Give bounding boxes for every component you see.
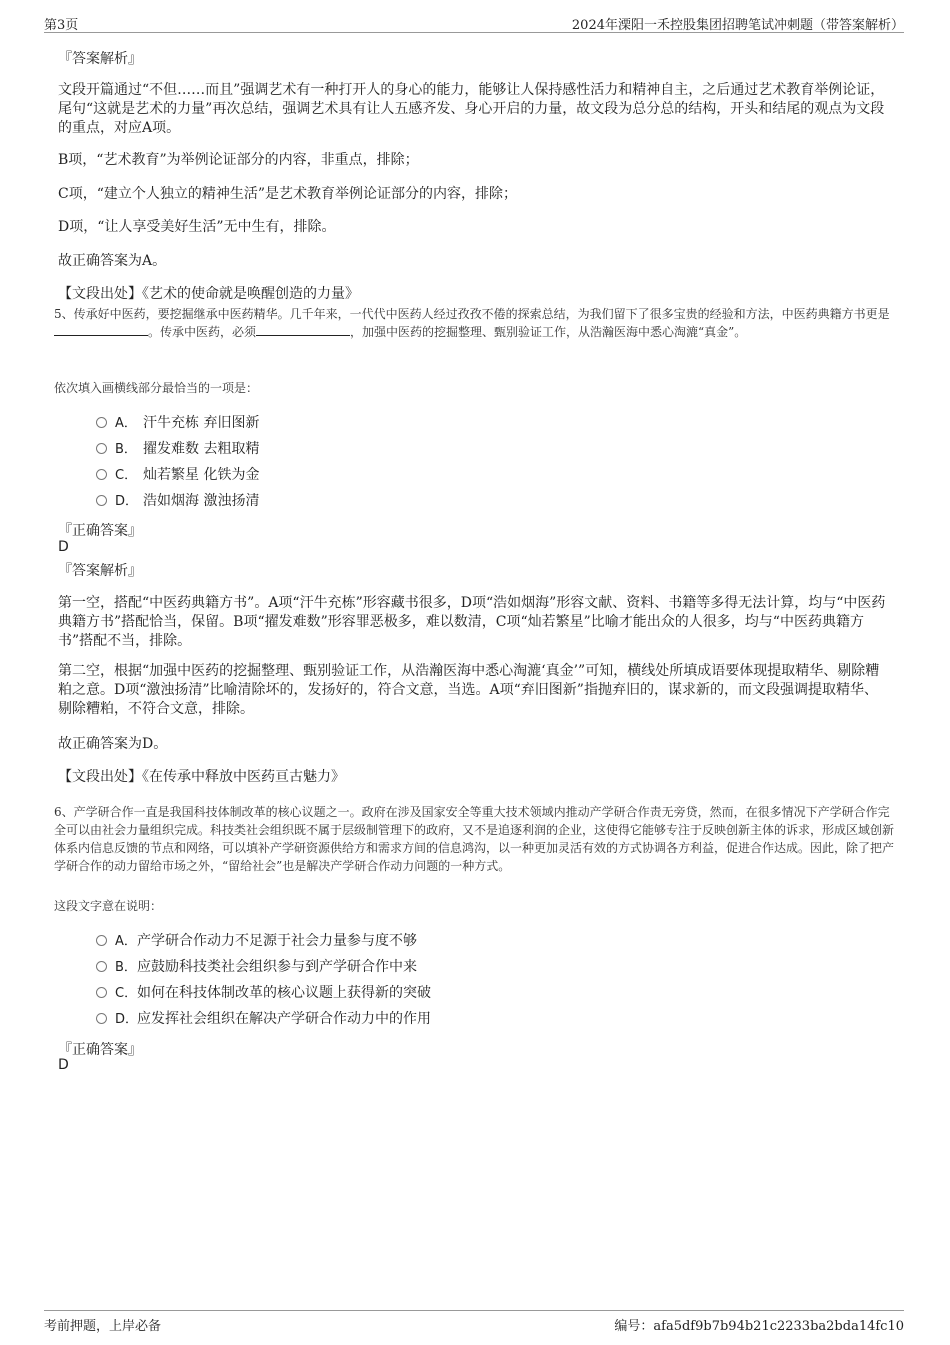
q5-analysis-p2: 第二空，根据“加强中医药的挖掘整理、甄别验证工作，从浩瀚医海中悉心淘漉‘真金’”可知，横线处所填成语要体现提取精华、剔除糟粕之意。D项“激浊扬清”比喻清除坏的，发扬好的，符合文意，当选。A项“弃旧图新”指抛弃旧的，谋求新的，而文段强调提取精华、剔除糟粕，不符合文意，排除。 bbox=[58, 663, 880, 717]
radio-icon[interactable] bbox=[96, 935, 107, 946]
q5-correct-label: 『正确答案』 bbox=[58, 523, 142, 539]
q5-option-c[interactable]: C． 灿若繁星 化铁为金 bbox=[96, 464, 259, 486]
radio-icon[interactable] bbox=[96, 961, 107, 972]
q4-analysis-p3: C项，“建立个人独立的精神生活”是艺术教育举例论证部分的内容，排除； bbox=[58, 186, 518, 202]
radio-icon[interactable] bbox=[96, 443, 107, 454]
q5-analysis-label: 『答案解析』 bbox=[58, 563, 142, 579]
q5-blank-1 bbox=[54, 325, 148, 336]
q5-source: 【文段出处】《在传承中释放中医药亘古魅力》 bbox=[58, 769, 345, 785]
q5-option-a[interactable]: A． 汗牛充栋 弃旧图新 bbox=[96, 412, 259, 434]
q4-source: 【文段出处】《艺术的使命就是唤醒创造的力量》 bbox=[58, 286, 359, 302]
radio-icon[interactable] bbox=[96, 987, 107, 998]
q6-correct-answer: D bbox=[58, 1057, 69, 1073]
q4-analysis-p2: B项，“艺术教育”为举例论证部分的内容，非重点，排除； bbox=[58, 152, 419, 168]
q6-correct-label: 『正确答案』 bbox=[58, 1042, 142, 1058]
q6-option-c[interactable]: C．如何在科技体制改革的核心议题上获得新的突破 bbox=[96, 982, 431, 1004]
q4-analysis-label: 『答案解析』 bbox=[58, 51, 142, 67]
q5-blank-2 bbox=[256, 325, 350, 336]
page-number: 第3页 bbox=[44, 18, 79, 33]
q6-option-b[interactable]: B．应鼓励科技类社会组织参与到产学研合作中来 bbox=[96, 956, 417, 978]
page-header bbox=[44, 12, 904, 33]
q6-option-a[interactable]: A．产学研合作动力不足源于社会力量参与度不够 bbox=[96, 930, 417, 952]
radio-icon[interactable] bbox=[96, 1013, 107, 1024]
q5-analysis-p1: 第一空，搭配“中医药典籍方书”。A项“汗牛充栋”形容藏书很多，D项“浩如烟海”形容文献、资料、书籍等多得无法计算，均与“中医药典籍方书”搭配恰当，保留。B项“擢发难数”形容罪恶极多，难以数清，C项“灿若繁星”比喻才能出众的人很多，均与“中医药典籍方书”搭配不当，排除。 bbox=[58, 595, 886, 649]
footer-slogan: 考前押题，上岸必备 bbox=[44, 1319, 162, 1334]
radio-icon[interactable] bbox=[96, 495, 107, 506]
q4-analysis-p4: D项，“让人享受美好生活”无中生有，排除。 bbox=[58, 219, 336, 235]
radio-icon[interactable] bbox=[96, 469, 107, 480]
q5-option-b[interactable]: B． 擢发难数 去粗取精 bbox=[96, 438, 259, 460]
footer-serial: 编号：afa5df9b7b94b21c2233ba2bda14fc10 bbox=[614, 1319, 904, 1334]
document-title: 2024年溧阳一禾控股集团招聘笔试冲刺题（带答案解析） bbox=[571, 18, 904, 33]
q6-option-d[interactable]: D．应发挥社会组织在解决产学研合作动力中的作用 bbox=[96, 1008, 431, 1030]
q5-prompt: 依次填入画横线部分最恰当的一项是： bbox=[54, 381, 259, 395]
q4-analysis-p5: 故正确答案为A。 bbox=[58, 253, 167, 269]
page-footer bbox=[44, 1310, 904, 1335]
radio-icon[interactable] bbox=[96, 417, 107, 428]
q5-stem: 5、传承好中医药，要挖掘继承中医药精华。几千年来，一代代中医药人经过孜孜不倦的探索总结，为我们留下了很多宝贵的经验和方法，中医药典籍方书更是。传承中医药，必须 ，加强中医药的挖掘整理、甄别验证工作，从浩瀚医海中悉心淘漉“真金”。 bbox=[54, 307, 890, 339]
q4-analysis-p1: 文段开篇通过“不但……而且”强调艺术有一种打开人的身心的能力，能够让人保持感性活力和精神自主，之后通过艺术教育举例论证，尾句“这就是艺术的力量”再次总结，强调艺术具有让人五感齐发、身心开启的力量，故文段为总分总的结构，开头和结尾的观点为文段的重点，对应A项。 bbox=[58, 82, 885, 136]
q6-stem: 6、产学研合作一直是我国科技体制改革的核心议题之一。政府在涉及国家安全等重大技术领域内推动产学研合作责无旁贷，然而，在很多情况下产学研合作完全可以由社会力量组织完成。科技类社会组织既不属于层级制管理下的政府，又不是追逐利润的企业，这使得它能够专注于反映创新主体的诉求，形成区域创新体系内信息反馈的节点和网络，可以填补产学研资源供给方和需求方间的信息鸿沟，以一种更加灵活有效的方式协调各方利益，促进合作达成。因此，除了把产学研合作的动力留给市场之外，“留给社会”也是解决产学研合作动力问题的一种方式。 bbox=[54, 805, 895, 873]
q5-option-d[interactable]: D． 浩如烟海 激浊扬清 bbox=[96, 490, 259, 512]
q5-correct-answer: D bbox=[58, 539, 69, 555]
q5-analysis-p3: 故正确答案为D。 bbox=[58, 736, 168, 752]
q6-prompt: 这段文字意在说明： bbox=[54, 899, 163, 913]
